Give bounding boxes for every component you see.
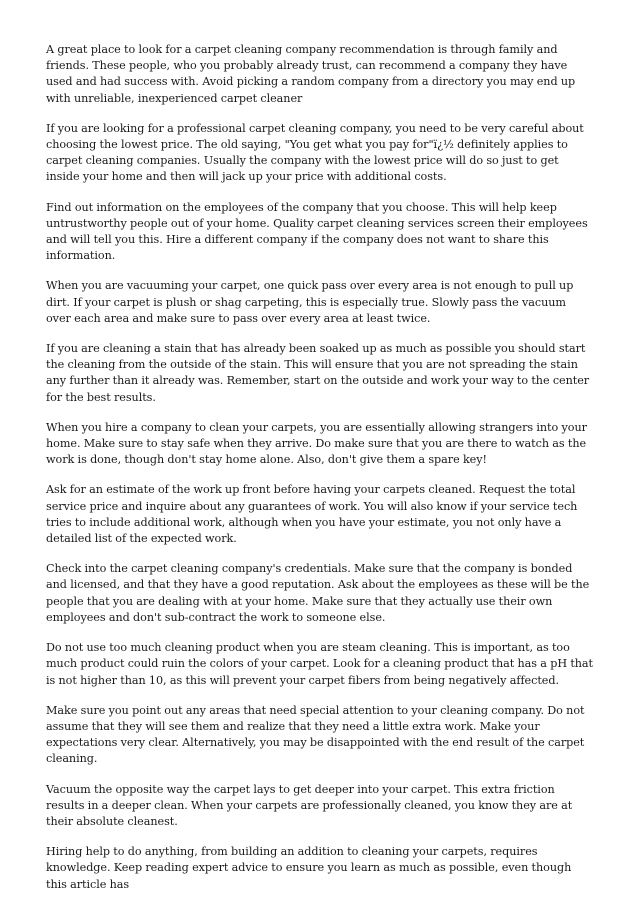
paragraph-safety: When you hire a company to clean your carpets, you are essentially allowing strangers into your home. Make sure to stay safe when they arrive. Do make sure that you are there to watch as the work is done, though don't stay home alone. Also, don't give them a spare key! bbox=[46, 420, 587, 467]
paragraph-vacuum-direction: Vacuum the opposite way the carpet lays to get deeper into your carpet. This extra friction results in a deeper clean. When your carpets are professionally cleaned, you know they are at their absolute cleanest. bbox=[46, 782, 573, 828]
paragraph-lowest-price: If you are looking for a professional carpet cleaning company, you need to be very careful about choosing the lowest price. The old saying, "You get what you pay for"ï¿½ definitely applies to carpet cleaning companies. Usually the company with the lowest price will do so just to get inside your home and then will jack up your price with additional costs. bbox=[46, 121, 584, 184]
paragraph-special-attention: Make sure you point out any areas that need special attention to your cleaning company. Do not assume that they will see them and realize that they need a little extra work. Make your expectations very clear. Alternatively, you may be disappointed with the end result of the carpet cleaning. bbox=[46, 703, 585, 766]
paragraph-family-recommendation: A great place to look for a carpet cleaning company recommendation is through family and friends. These people, who you probably already trust, can recommend a company they have used and had success with. Avoid picking a random company from a directory you may end up with unreliable, inexperienced carpet cleaner bbox=[46, 43, 576, 105]
paragraph-credentials: Check into the carpet cleaning company's credentials. Make sure that the company is bonded and licensed, and that they have a good reputation. Ask about the employees as these will be the people that you are dealing with at your home. Make sure that they actually use their own employees and don't sub-contract the work to someone else. bbox=[46, 562, 590, 624]
paragraph-estimate: Ask for an estimate of the work up front before having your carpets cleaned. Request the total service price and inquire about any guarantees of work. You will also know if your service tech tries to include additional work, although when you have your estimate, you not only have a detailed list of the expected work. bbox=[46, 483, 578, 546]
paragraph-employee-information: Find out information on the employees of the company that you choose. This will help keep untrustworthy people out of your home. Quality carpet cleaning services screen their employees and will tell you this. Hire a different company if the company does not want to share this information. bbox=[46, 200, 588, 263]
paragraph-vacuuming: When you are vacuuming your carpet, one quick pass over every area is not enough to pull up dirt. If your carpet is plush or shag carpeting, this is especially true. Slowly pass the vacuum over each area and make sure to pass over every area at least twice. bbox=[46, 279, 574, 325]
paragraph-cleaning-product: Do not use too much cleaning product when you are steam cleaning. This is important, as too much product could ruin the colors of your carpet. Look for a cleaning product that has a pH that is not higher than 10, as this will prevent your carpet fibers from being negatively affected. bbox=[46, 641, 593, 687]
paragraph-stain-cleaning: If you are cleaning a stain that has already been soaked up as much as possible you should start the cleaning from the outside of the stain. This will ensure that you are not spreading the stain any further than it already was. Remember, start on the outside and work your way to the center for the best results. bbox=[46, 342, 590, 404]
paragraph-hiring-help: Hiring help to do anything, from building an addition to cleaning your carpets, requires knowledge. Keep reading expert advice to ensure you learn as much as possible, even though this article has bbox=[46, 845, 572, 891]
